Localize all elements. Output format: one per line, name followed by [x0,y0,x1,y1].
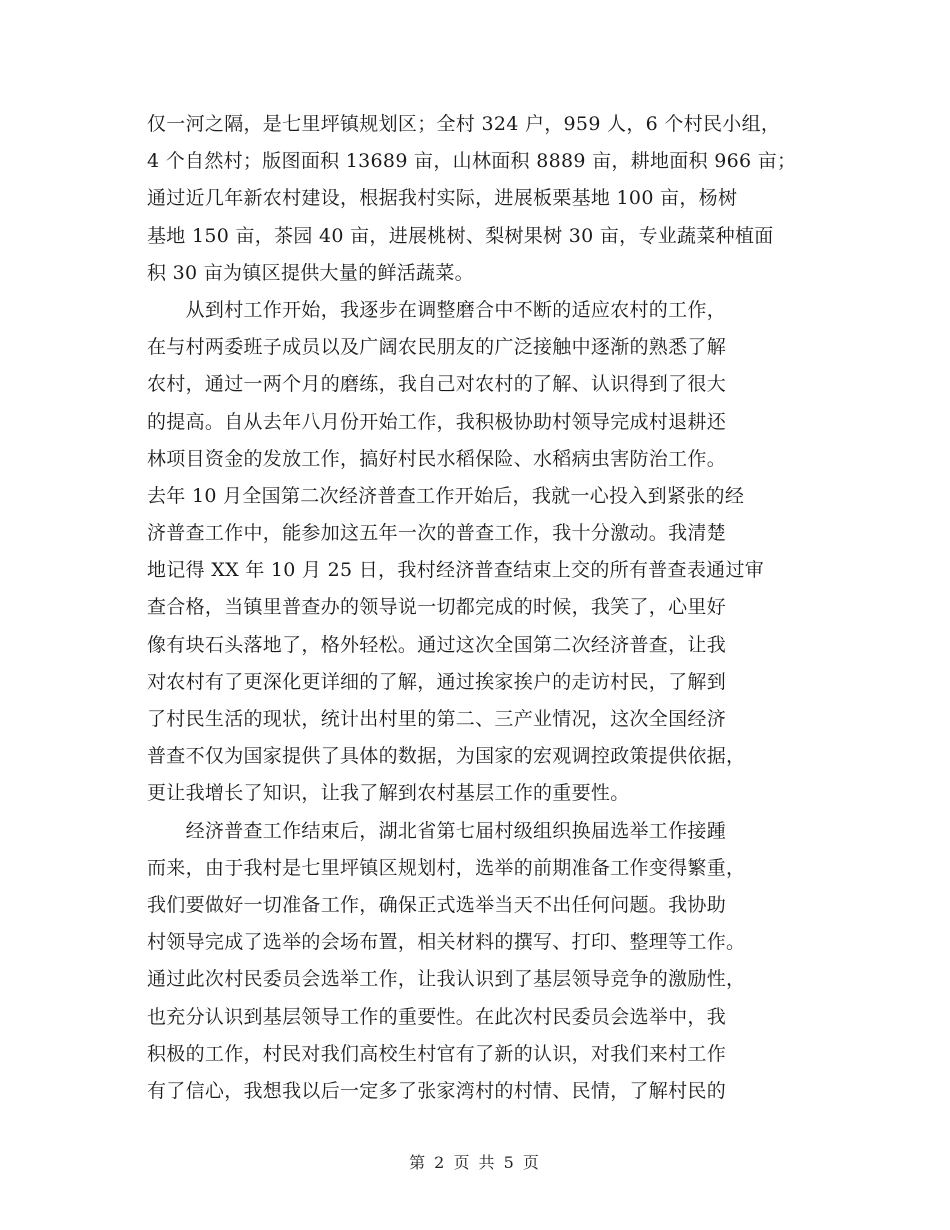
text-line: 通过近几年新农村建设，根据我村实际，进展板栗基地 100 亩，杨树 [147,187,738,210]
text-line: 济普查工作中，能参加这五年一次的普查工作，我十分激动。我清楚 [147,522,727,545]
text-line: 村领导完成了选举的会场布置，相关材料的撰写、打印、整理等工作。 [147,931,746,954]
text-line: 4 个自然村；版图面积 13689 亩，山林面积 8889 亩，耕地面积 966 亩； [147,150,797,173]
text-line: 也充分认识到基层领导工作的重要性。在此次村民委员会选举中，我 [147,1005,727,1028]
text-line: 仅一河之隔，是七里坪镇规划区；全村 324 户，959 人，6 个村民小组， [147,113,781,135]
text-line: 基地 150 亩，茶园 40 亩，进展桃树、梨树果树 30 亩，专业蔬菜种植面 [147,224,774,247]
page-number-footer: 第 2 页 共 5 页 [409,1153,541,1172]
text-line: 从到村工作开始，我逐步在调整磨合中不断的适应农村的工作， [147,298,727,321]
text-line: 有了信心，我想我以后一定多了张家湾村的村情、民情，了解村民的 [147,1079,727,1102]
text-line: 林项目资金的发放工作，搞好村民水稻保险、水稻病虫害防治工作。 [147,447,727,470]
text-line: 对农村有了更深化更详细的了解，通过挨家挨户的走访村民，了解到 [147,670,727,693]
text-line: 像有块石头落地了，格外轻松。通过这次全国第二次经济普查，让我 [147,633,727,656]
text-line: 普查不仅为国家提供了具体的数据，为国家的宏观调控政策提供依据， [147,745,746,768]
text-line: 去年 10 月全国第二次经济普查工作开始后，我就一心投入到紧张的经 [147,484,745,507]
text-line: 查合格，当镇里普查办的领导说一切都完成的时候，我笑了，心里好 [147,596,727,619]
text-line: 的提高。自从去年八月份开始工作，我积极协助村领导完成村退耕还 [147,410,727,433]
text-line: 积极的工作，村民对我们高校生村官有了新的认识，对我们来村工作 [147,1042,727,1065]
text-line: 通过此次村民委员会选举工作，让我认识到了基层领导竞争的激励性， [147,968,746,991]
text-line: 地记得 XX 年 10 月 25 日，我村经济普查结束上交的所有普查表通过审 [147,559,765,582]
text-line: 我们要做好一切准备工作，确保正式选举当天不出任何问题。我协助 [147,893,727,916]
text-line: 经济普查工作结束后，湖北省第七届村级组织换届选举工作接踵 [147,819,727,842]
text-line: 而来，由于我村是七里坪镇区规划村，选举的前期准备工作变得繁重， [147,856,746,879]
text-line: 更让我增长了知识，让我了解到农村基层工作的重要性。 [147,782,630,805]
text-line: 农村，通过一两个月的磨练，我自己对农村的了解、认识得到了很大 [147,373,727,396]
text-line: 积 30 亩为镇区提供大量的鲜活蔬菜。 [147,261,474,284]
text-line: 在与村两委班子成员以及广阔农民朋友的广泛接触中逐渐的熟悉了解 [147,336,727,359]
text-line: 了村民生活的现状，统计出村里的第二、三产业情况，这次全国经济 [147,708,727,730]
body-text [147,106,807,1110]
